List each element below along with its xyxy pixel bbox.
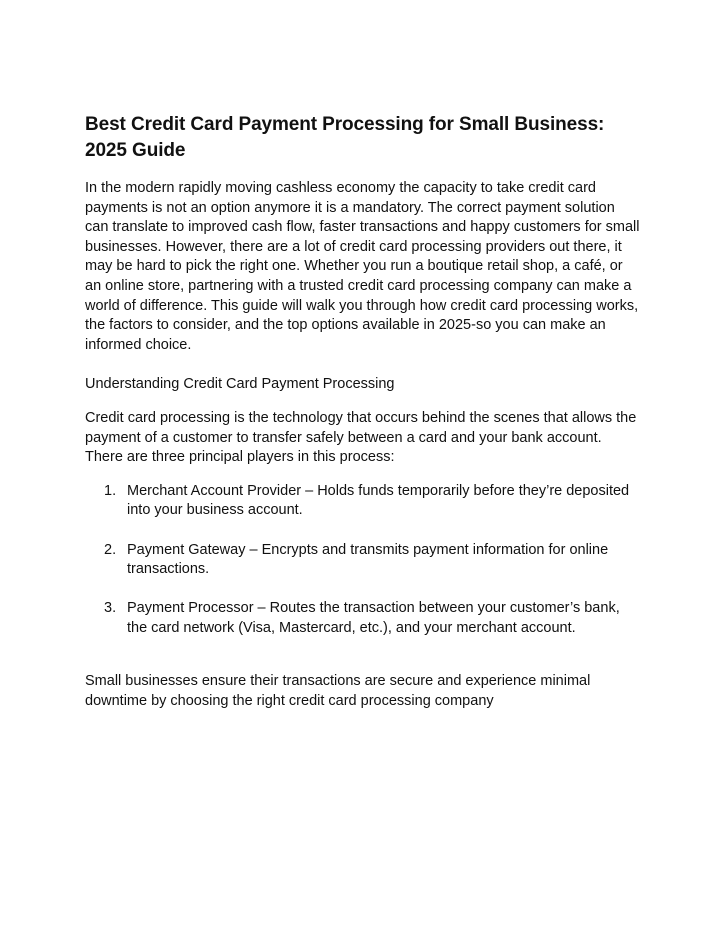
document-page [85, 112, 640, 712]
list-item [85, 541, 640, 580]
list-item-number: 2. [104, 541, 117, 558]
list-item [85, 482, 640, 521]
intro-paragraph: In the modern rapidly moving cashless economy the capacity to take credit card payments is not an option anymore it is a mandatory. The correct payment solution can translate to improved cash flow, faster transactions and happy customers for small businesses. However, there are a lot of credit card processing providers out there, it may be hard to pick the right one. Whether you run a boutique retail shop, a café, or an online store, partnering with a trusted credit card processing company can make a world of difference. This guide will walk you through how credit card processing works, the factors to consider, and the top options available in 2025-so you can make an informed choice. [85, 180, 640, 353]
section-paragraph: Credit card processing is the technology that occurs behind the scenes that allows the payment of a customer to transfer safely between a card and your bank account. There are three principal players in this process: [85, 409, 637, 466]
section-heading: Understanding Credit Card Payment Processing [85, 376, 395, 393]
closing-paragraph: Small businesses ensure their transactions are secure and experience minimal downtime by choosing the right credit card processing company [85, 673, 591, 710]
list-item-text: Merchant Account Provider – Holds funds temporarily before they’re deposited into your business account. [127, 482, 630, 519]
list-item-number: 1. [104, 482, 117, 499]
list-item [85, 599, 640, 638]
page-title: Best Credit Card Payment Processing for Small Business: 2025 Guide [85, 114, 605, 161]
list-item-text: Payment Gateway – Encrypts and transmits payment information for online transactions. [127, 541, 609, 578]
players-list [85, 482, 640, 639]
list-item-text: Payment Processor – Routes the transaction between your customer’s bank, the card network (Visa, Mastercard, etc.), and your merchant account. [127, 600, 620, 636]
list-item-number: 3. [104, 600, 117, 617]
